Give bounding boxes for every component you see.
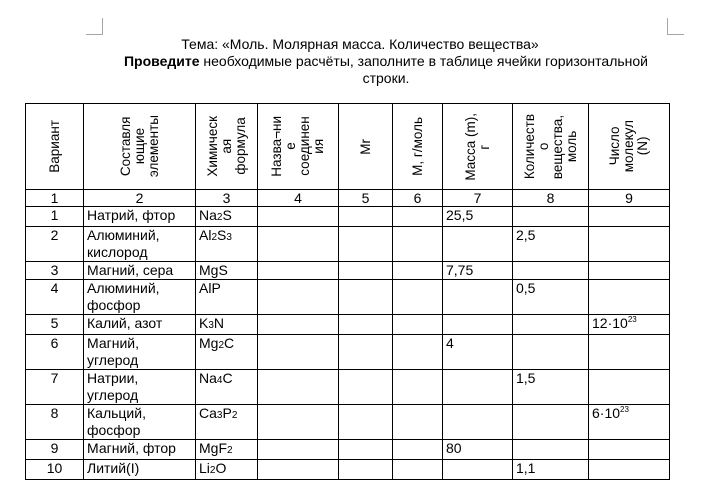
column-number: 9 — [589, 190, 670, 207]
column-header-label: Химическ ая формула — [204, 116, 248, 177]
table-row — [26, 227, 670, 262]
mr-cell — [339, 405, 393, 440]
molecules-mantissa: 6·10 — [592, 405, 621, 421]
variant-cell: 10 — [26, 460, 84, 480]
formula-symbol: Al — [199, 227, 212, 243]
amount-cell: 0,5 — [513, 280, 589, 315]
column-header — [589, 104, 670, 190]
column-header-label: Назва¬ни е соединен ия — [269, 116, 326, 177]
amount-cell — [513, 315, 589, 335]
data-table — [25, 103, 670, 480]
mass-cell: 7,75 — [443, 262, 513, 280]
table-row — [26, 207, 670, 227]
elements-cell: Калий, азот — [84, 315, 196, 335]
formula-symbol: C — [224, 335, 235, 351]
column-number: 3 — [196, 190, 258, 207]
mr-cell — [339, 280, 393, 315]
compound-name-cell — [258, 460, 339, 480]
compound-name-cell — [258, 207, 339, 227]
table-row — [26, 280, 670, 315]
formula-symbol: N — [213, 315, 225, 331]
formula-subscript: 2 — [227, 445, 233, 456]
molecules-cell — [589, 370, 670, 405]
molar-mass-cell — [393, 262, 443, 280]
compound-name-cell — [258, 405, 339, 440]
variant-cell: 5 — [26, 315, 84, 335]
molecules-cell — [589, 405, 670, 440]
mr-cell — [339, 262, 393, 280]
mass-cell: 80 — [443, 440, 513, 460]
formula-cell — [196, 227, 258, 262]
elements-cell: Магний, фтор — [84, 440, 196, 460]
column-header-label: Количеств о вещества, моль — [521, 113, 579, 180]
amount-cell — [513, 440, 589, 460]
mass-cell — [443, 315, 513, 335]
mr-cell — [339, 227, 393, 262]
formula-symbol: Na — [199, 207, 217, 223]
formula-cell — [196, 207, 258, 227]
mass-cell — [443, 227, 513, 262]
amount-cell — [513, 207, 589, 227]
elements-cell: Кальций, фосфор — [84, 405, 196, 440]
formula-symbol: Ca — [199, 405, 217, 421]
molar-mass-cell — [393, 207, 443, 227]
column-header-label: Mr — [357, 138, 373, 155]
formula-subscript: 2 — [231, 410, 238, 421]
table-row — [26, 262, 670, 280]
mr-cell — [339, 460, 393, 480]
column-header — [513, 104, 589, 190]
compound-name-cell — [258, 227, 339, 262]
formula-subscript: 2 — [211, 232, 218, 243]
instruction-rest: необходимые расчёты, заполните в таблице ячейки горизонтальной строки. — [199, 53, 648, 86]
column-number: 7 — [443, 190, 513, 207]
mr-cell — [339, 370, 393, 405]
elements-cell: Магний, углерод — [84, 335, 196, 370]
compound-name-cell — [258, 440, 339, 460]
formula-symbol: O — [215, 460, 227, 476]
mass-cell — [443, 370, 513, 405]
column-header — [443, 104, 513, 190]
elements-cell: Магний, сера — [84, 262, 196, 280]
margin-corner-mark-right — [667, 18, 684, 35]
mass-cell — [443, 405, 513, 440]
elements-cell: Натрии, углерод — [84, 370, 196, 405]
column-header-label: Вариант — [46, 120, 62, 173]
column-number: 5 — [339, 190, 393, 207]
formula-symbol: Na — [199, 370, 217, 386]
column-header — [339, 104, 393, 190]
formula-subscript: 2 — [216, 212, 223, 223]
molecules-mantissa: 12·10 — [592, 315, 628, 331]
column-header — [26, 104, 84, 190]
molecules-cell — [589, 262, 670, 280]
formula-symbol: Li — [199, 460, 210, 476]
instruction-text — [106, 53, 666, 87]
formula-subscript: 2 — [209, 465, 216, 476]
variant-cell: 8 — [26, 405, 84, 440]
column-number: 6 — [393, 190, 443, 207]
variant-cell: 1 — [26, 207, 84, 227]
formula-symbol: S — [217, 227, 227, 243]
column-header — [84, 104, 196, 190]
formula-cell — [196, 405, 258, 440]
molecules-cell — [589, 280, 670, 315]
formula-symbol: S — [222, 207, 232, 223]
formula-symbol: Mg — [199, 335, 219, 351]
molecules-cell — [589, 440, 670, 460]
formula-cell — [196, 335, 258, 370]
formula-subscript: 3 — [226, 232, 232, 243]
elements-cell: Алюминий, фосфор — [84, 280, 196, 315]
elements-cell: Алюминий, кислород — [84, 227, 196, 262]
margin-corner-mark-left — [86, 18, 103, 35]
elements-cell: Натрий, фтор — [84, 207, 196, 227]
table-row — [26, 440, 670, 460]
formula-subscript: 2 — [218, 340, 225, 351]
column-header-label: Масса (m), г — [462, 112, 492, 181]
variant-cell: 3 — [26, 262, 84, 280]
formula-symbol: C — [222, 370, 233, 386]
mr-cell — [339, 315, 393, 335]
amount-cell: 1,5 — [513, 370, 589, 405]
molar-mass-cell — [393, 315, 443, 335]
formula-subscript: 3 — [216, 410, 223, 421]
variant-cell: 7 — [26, 370, 84, 405]
formula-symbol: P — [222, 405, 232, 421]
column-number: 4 — [258, 190, 339, 207]
mr-cell — [339, 440, 393, 460]
molar-mass-cell — [393, 405, 443, 440]
variant-cell: 9 — [26, 440, 84, 460]
table-header-row — [26, 104, 670, 190]
formula-symbol: AlP — [199, 280, 221, 296]
table-row — [26, 405, 670, 440]
molecules-cell — [589, 460, 670, 480]
compound-name-cell — [258, 262, 339, 280]
amount-cell: 1,1 — [513, 460, 589, 480]
amount-cell: 2,5 — [513, 227, 589, 262]
formula-symbol: K — [199, 315, 209, 331]
compound-name-cell — [258, 315, 339, 335]
amount-cell — [513, 335, 589, 370]
formula-symbol: MgF — [199, 440, 227, 456]
table-row — [26, 460, 670, 480]
column-header — [258, 104, 339, 190]
molecules-cell — [589, 335, 670, 370]
formula-cell — [196, 370, 258, 405]
formula-subscript: 4 — [216, 375, 223, 386]
formula-cell — [196, 315, 258, 335]
formula-cell — [196, 262, 258, 280]
table-row — [26, 315, 670, 335]
molecules-exponent: 23 — [627, 315, 637, 324]
mass-cell: 4 — [443, 335, 513, 370]
formula-subscript: 3 — [208, 320, 214, 331]
column-header-label: M, г/моль — [409, 117, 425, 176]
molar-mass-cell — [393, 440, 443, 460]
mr-cell — [339, 207, 393, 227]
page-title: Тема: «Моль. Молярная масса. Количество вещества» — [181, 36, 539, 52]
amount-cell — [513, 405, 589, 440]
mass-cell — [443, 280, 513, 315]
molecules-exponent: 23 — [620, 405, 629, 414]
column-header — [196, 104, 258, 190]
column-number: 8 — [513, 190, 589, 207]
molecules-cell — [589, 315, 670, 335]
compound-name-cell — [258, 370, 339, 405]
amount-cell — [513, 262, 589, 280]
formula-cell — [196, 460, 258, 480]
column-number: 1 — [26, 190, 84, 207]
variant-cell: 6 — [26, 335, 84, 370]
molar-mass-cell — [393, 335, 443, 370]
column-number-row — [26, 190, 670, 207]
molar-mass-cell — [393, 370, 443, 405]
molar-mass-cell — [393, 460, 443, 480]
molar-mass-cell — [393, 227, 443, 262]
column-header-label: Число молекул (N) — [607, 120, 650, 173]
mr-cell — [339, 335, 393, 370]
compound-name-cell — [258, 335, 339, 370]
variant-cell: 2 — [26, 227, 84, 262]
mass-cell — [443, 460, 513, 480]
formula-symbol: MgS — [199, 262, 228, 278]
variant-cell: 4 — [26, 280, 84, 315]
table-row — [26, 370, 670, 405]
molecules-cell — [589, 227, 670, 262]
formula-cell — [196, 280, 258, 315]
mass-cell: 25,5 — [443, 207, 513, 227]
formula-cell — [196, 440, 258, 460]
column-header — [393, 104, 443, 190]
molecules-cell — [589, 207, 670, 227]
molar-mass-cell — [393, 280, 443, 315]
column-number: 2 — [84, 190, 196, 207]
column-header-label: Составля ющие элементы — [117, 115, 161, 178]
compound-name-cell — [258, 280, 339, 315]
table-row — [26, 335, 670, 370]
elements-cell: Литий(I) — [84, 460, 196, 480]
instruction-bold: Проведите — [123, 53, 200, 69]
